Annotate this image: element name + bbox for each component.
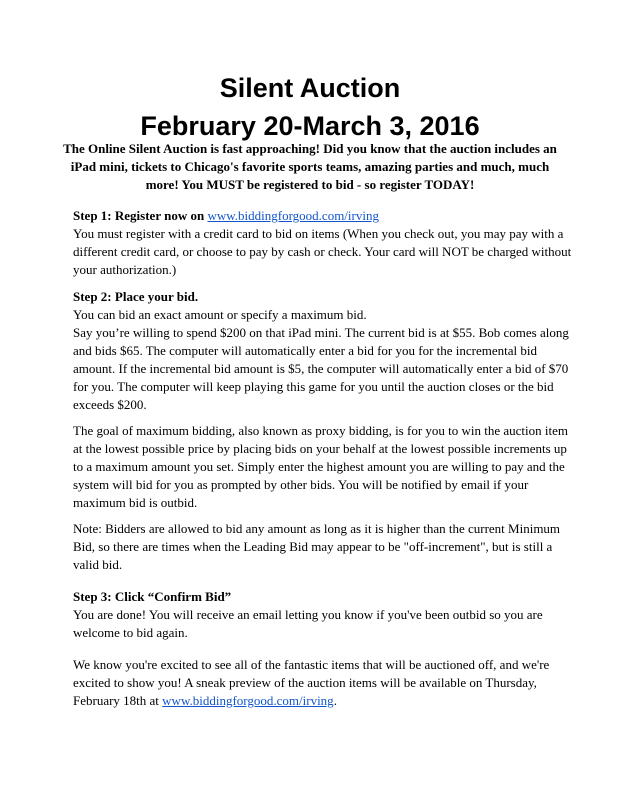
- step1-heading-line: [73, 207, 543, 225]
- preview-link[interactable]: www.biddingforgood.com/irving: [162, 693, 334, 708]
- page-subtitle-dates: February 20-March 3, 2016: [140, 111, 480, 141]
- closing-prefix: February 18th at: [73, 693, 163, 708]
- step3-section: [73, 588, 543, 642]
- closing-suffix: .: [333, 693, 337, 708]
- step2-heading: Step 2: Place your bid.: [73, 289, 199, 304]
- proxy-text-line: to a maximum amount you set. Simply enter the highest amount you are willing to pay and the: [73, 459, 565, 474]
- step1-heading: Step 1: Register now on: [73, 208, 208, 223]
- note-paragraph: [73, 520, 561, 574]
- register-link[interactable]: www.biddingforgood.com/irving: [207, 208, 379, 223]
- intro-line: The Online Silent Auction is fast approaching! Did you know that the auction includes an: [63, 141, 557, 156]
- intro-line: more! You MUST be registered to bid - so register TODAY!: [145, 177, 475, 192]
- step2-text-line: You can bid an exact amount or specify a maximum bid.: [73, 307, 367, 322]
- closing-text-line: We know you're excited to see all of the fantastic items that will be auctioned off, and we're: [73, 657, 550, 672]
- note-text-line: Note: Bidders are allowed to bid any amount as long as it is higher than the current Minimum: [73, 521, 561, 536]
- proxy-text-line: maximum bid is outbid.: [73, 495, 198, 510]
- step2-text-line: amount. If the incremental bid amount is $5, the computer will automatically enter a bid of $70: [73, 361, 569, 376]
- step1-text-line: You must register with a credit card to bid on items (When you check out, you may pay with a: [73, 226, 564, 241]
- step1-text-line: your authorization.): [73, 262, 177, 277]
- step3-heading: Step 3: Click “Confirm Bid”: [73, 589, 232, 604]
- proxy-bidding-paragraph: [73, 422, 569, 512]
- step3-text-line: welcome to bid again.: [73, 625, 188, 640]
- proxy-text-line: at the lowest possible price by placing bids on your behalf at the lowest possible increments up: [73, 441, 567, 456]
- step2-text-line: Say you’re willing to spend $200 on that iPad mini. The current bid is at $55. Bob comes along: [73, 325, 569, 340]
- proxy-text-line: The goal of maximum bidding, also known as proxy bidding, is for you to win the auction item: [73, 423, 569, 438]
- note-text-line: valid bid.: [73, 557, 123, 572]
- intro-paragraph: [60, 140, 560, 194]
- step2-text-line: and bids $65. The computer will automatically enter a bid for you for the incremental bid: [73, 343, 538, 358]
- closing-text-line: [73, 692, 543, 710]
- step3-text-line: You are done! You will receive an email letting you know if you've been outbid so you are: [73, 607, 543, 622]
- step2-text-line: for you. The computer will keep playing this game for you until the auction closes or the bid: [73, 379, 554, 394]
- note-text-line: Bid, so there are times when the Leading Bid may appear to be "off-increment", but is still a: [73, 539, 553, 554]
- proxy-text-line: system will bid for you as prompted by other bids. You will be notified by email if your: [73, 477, 529, 492]
- step1-section: [73, 207, 572, 279]
- step1-text-line: different credit card, or choose to pay by cash or check. Your card will NOT be charged without: [73, 244, 572, 259]
- closing-text-line: excited to show you! A sneak preview of the auction items will be available on Thursday,: [73, 675, 537, 690]
- step2-text-line: exceeds $200.: [73, 397, 147, 412]
- page-title: Silent Auction: [219, 73, 401, 103]
- step2-section: [73, 288, 569, 414]
- intro-line: iPad mini, tickets to Chicago's favorite sports teams, amazing parties and much, much: [70, 159, 550, 174]
- closing-paragraph: [73, 656, 550, 710]
